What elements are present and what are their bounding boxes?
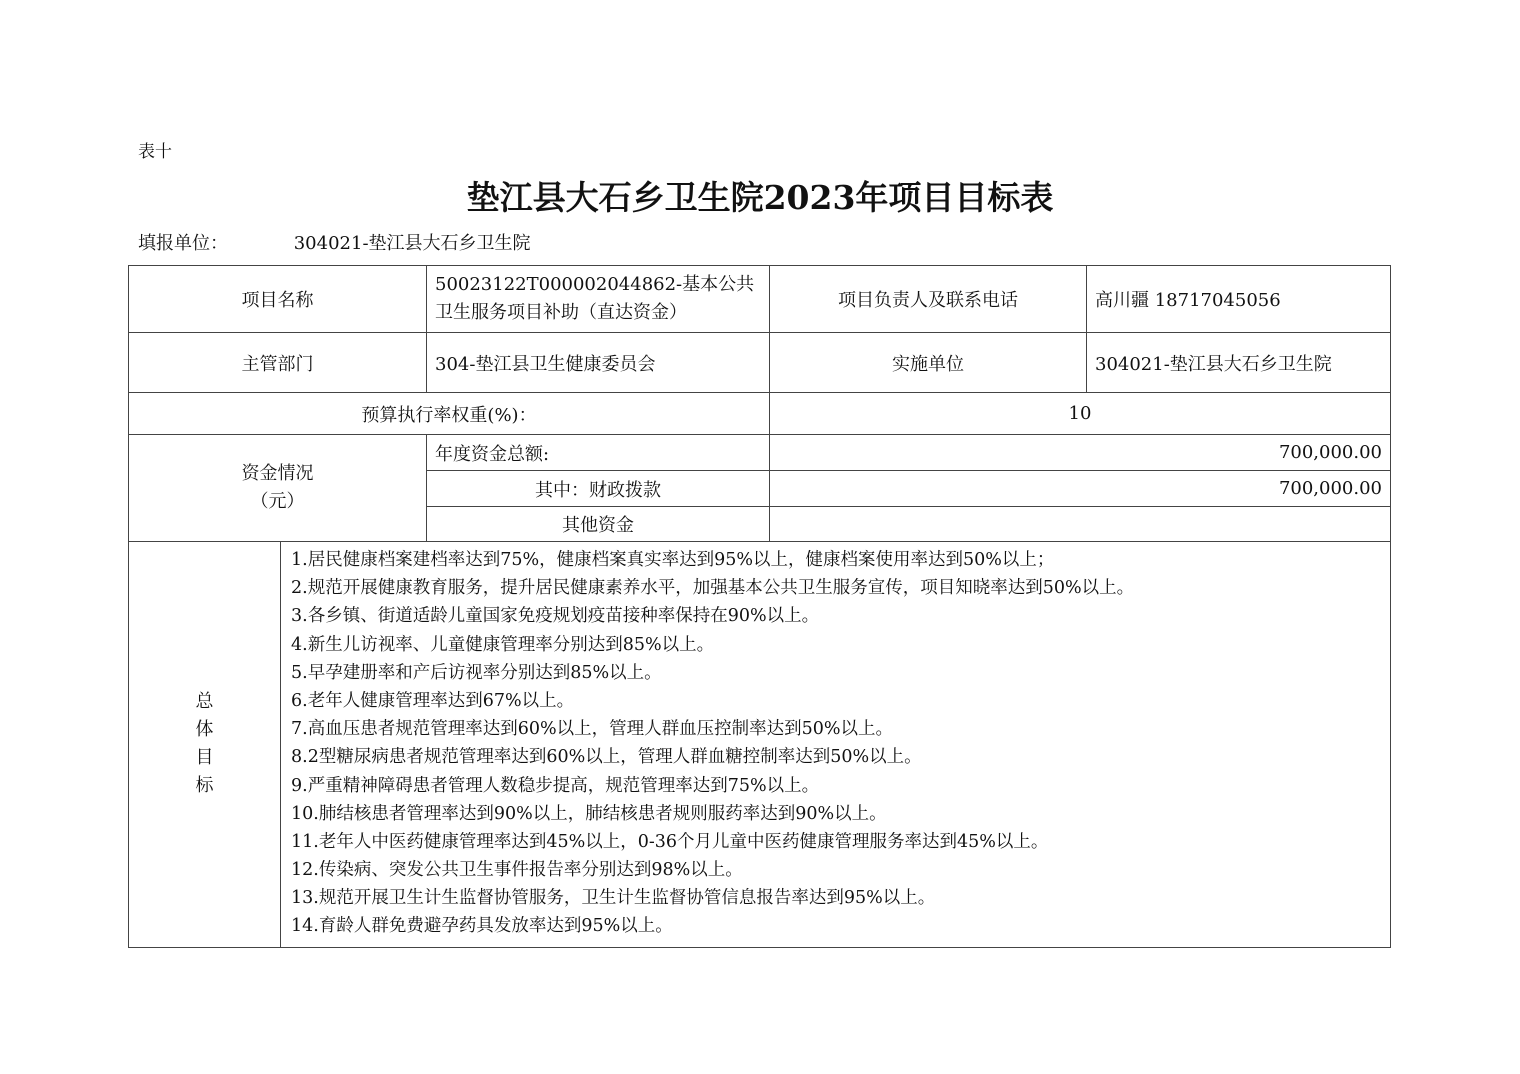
table-row <box>129 266 1391 333</box>
project-name-label: 项目名称 <box>129 266 427 333</box>
goal-item: 5.早孕建册率和产后访视率分别达到85%以上。 <box>291 662 662 683</box>
goal-item: 7.高血压患者规范管理率达到60%以上，管理人群血压控制率达到50%以上。 <box>291 719 893 740</box>
other-funds-value <box>770 507 1391 542</box>
fiscal-funds-label: 其中：财政拨款 <box>427 471 770 507</box>
budget-weight-value: 10 <box>770 393 1391 435</box>
other-funds-label: 其他资金 <box>427 507 770 542</box>
funds-label <box>129 435 427 542</box>
contact-value: 高川疆 18717045056 <box>1087 266 1391 333</box>
dept-label: 主管部门 <box>129 333 427 393</box>
goal-item: 12.传染病、突发公共卫生事件报告率分别达到98%以上。 <box>291 860 743 881</box>
table-row <box>129 333 1391 393</box>
contact-label: 项目负责人及联系电话 <box>770 266 1087 333</box>
reporting-unit-row <box>138 229 531 255</box>
goal-item: 3.各乡镇、街道适龄儿童国家免疫规划疫苗接种率保持在90%以上。 <box>291 606 820 627</box>
goal-label-char: 目 <box>195 747 214 769</box>
goal-item: 2.规范开展健康教育服务，提升居民健康素养水平，加强基本公共卫生服务宣传，项目知晓率达到50%以上。 <box>291 578 1135 599</box>
fiscal-funds-value: 700,000.00 <box>770 471 1391 507</box>
document-title: 垫江县大石乡卫生院2023年项目目标表 <box>466 178 1054 217</box>
impl-unit-value: 304021-垫江县大石乡卫生院 <box>1087 333 1391 393</box>
goal-label-char: 标 <box>195 775 214 797</box>
table-row <box>129 542 1391 948</box>
overall-goals-list <box>281 542 1391 948</box>
table-row <box>129 393 1391 435</box>
goal-item: 9.严重精神障碍患者管理人数稳步提高，规范管理率达到75%以上。 <box>291 775 820 796</box>
reporting-unit-label: 填报单位： <box>138 233 228 254</box>
overall-goals-label <box>129 542 281 948</box>
goal-item: 8.2型糖尿病患者规范管理率达到60%以上，管理人群血糖控制率达到50%以上。 <box>291 747 922 768</box>
goal-label-char: 体 <box>195 719 214 741</box>
dept-value: 304-垫江县卫生健康委员会 <box>427 333 770 393</box>
goal-item: 6.老年人健康管理率达到67%以上。 <box>291 690 575 711</box>
funds-label-line1: 资金情况 <box>241 463 314 484</box>
goal-item: 1.居民健康档案建档率达到75%，健康档案真实率达到95%以上，健康档案使用率达到50%以上； <box>291 550 1055 570</box>
reporting-unit-value: 304021-垫江县大石乡卫生院 <box>293 233 531 254</box>
goal-item: 14.育龄人群免费避孕药具发放率达到95%以上。 <box>291 916 673 937</box>
table-row <box>129 435 1391 471</box>
goal-item: 13.规范开展卫生计生监督协管服务，卫生计生监督协管信息报告率达到95%以上。 <box>291 888 936 909</box>
goal-item: 11.老年人中医药健康管理率达到45%以上，0-36个月儿童中医药健康管理服务率达到45%以上。 <box>291 831 1049 852</box>
impl-unit-label: 实施单位 <box>770 333 1087 393</box>
goal-item: 4.新生儿访视率、儿童健康管理率分别达到85%以上。 <box>291 634 715 655</box>
goal-label-char: 总 <box>195 691 214 713</box>
project-goal-table <box>128 265 1391 948</box>
goal-item: 10.肺结核患者管理率达到90%以上，肺结核患者规则服药率达到90%以上。 <box>291 803 887 824</box>
project-name-value: 50023122T000002044862-基本公共卫生服务项目补助（直达资金） <box>427 266 770 333</box>
funds-label-line2: （元） <box>250 491 305 512</box>
budget-weight-label: 预算执行率权重(%)： <box>129 393 770 435</box>
total-funds-label: 年度资金总额: <box>427 435 770 471</box>
table-number-label: 表十 <box>138 142 172 162</box>
total-funds-value: 700,000.00 <box>770 435 1391 471</box>
